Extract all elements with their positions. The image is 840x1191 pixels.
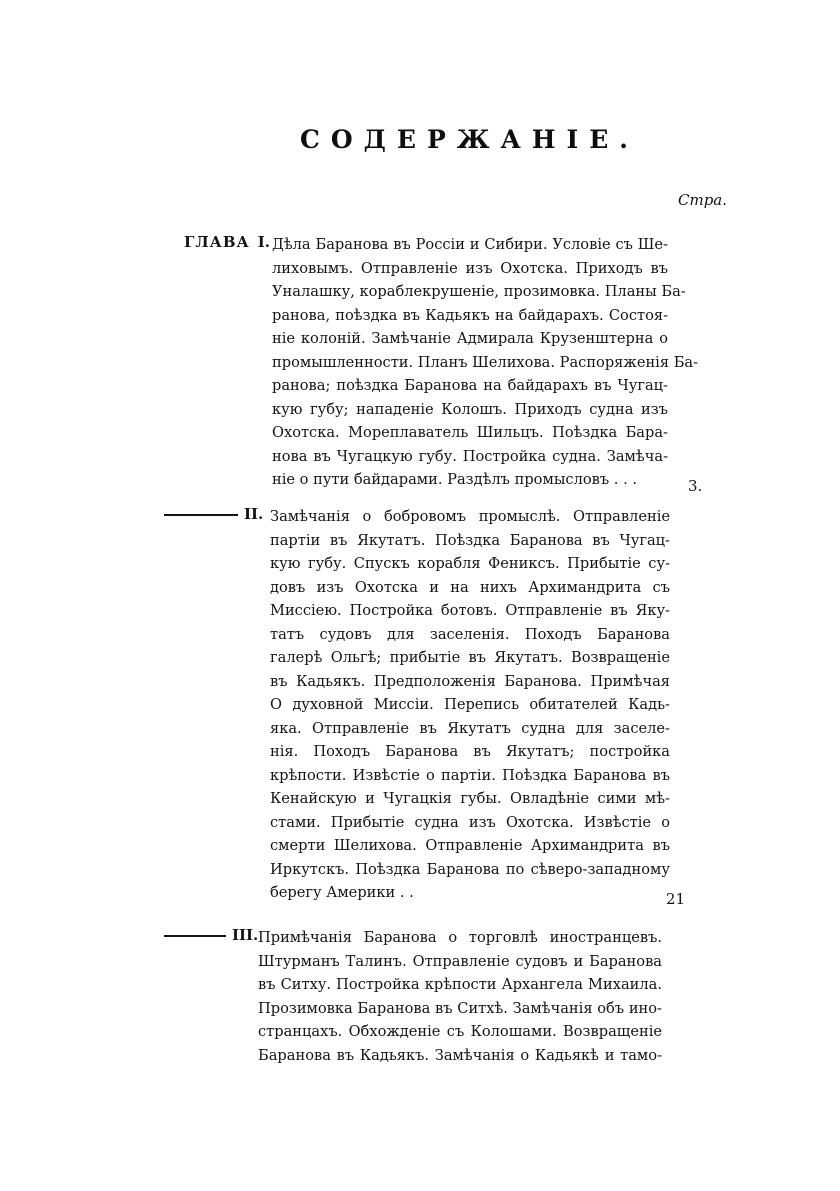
chapter-numeral: III.: [232, 926, 259, 944]
summary-line: Миссіею. Постройка ботовъ. Отправленіе въ Яку-: [270, 602, 670, 619]
summary-line: въ Кадьякъ. Предположенія Баранова. Примѣчая: [270, 672, 670, 690]
chapter-numeral: I.: [257, 233, 270, 251]
page-title: СОДЕРЖАНІЕ.: [300, 125, 639, 154]
summary-line: странцахъ. Обхожденіе съ Колошами. Возвращеніе: [258, 1023, 662, 1040]
summary-line: партіи въ Якутатъ. Поѣздка Баранова въ Чугац-: [270, 531, 670, 549]
chapter-numeral: II.: [244, 505, 264, 523]
page-number: 3.: [688, 477, 703, 495]
summary-line: Дѣла Баранова въ Россіи и Сибири. Условіе съ Ше-: [272, 236, 668, 253]
chapter-summary: [270, 505, 670, 905]
summary-line: Уналашку, кораблекрушеніе, прозимовка. Планы Ба-: [272, 283, 686, 300]
chapter-label: [164, 505, 263, 523]
summary-line: Баранова въ Кадьякъ. Замѣчанія о Кадьякѣ и тамо-: [258, 1046, 662, 1064]
page-column-label: Стра.: [678, 191, 728, 209]
summary-line: нія. Походъ Баранова въ Якутатъ; постройка: [270, 743, 670, 760]
summary-line: кую губу; нападеніе Колошъ. Приходъ судна изъ: [272, 400, 668, 418]
summary-line: стами. Прибытіе судна изъ Охотска. Извѣстіе о: [270, 813, 670, 831]
summary-line: Прозимовка Баранова въ Ситхѣ. Замѣчанія объ ино-: [258, 999, 662, 1017]
chapter-label: [164, 926, 258, 944]
chapter-label: [184, 233, 270, 251]
page-number: 21: [666, 890, 686, 908]
summary-line: Кенайскую и Чугацкія губы. Овладѣніе сими мѣ-: [270, 790, 670, 807]
summary-line: нова въ Чугацкую губу. Постройка судна. Замѣча-: [272, 447, 668, 465]
summary-line: промышленности. Планъ Шелихова. Распоряженія Ба-: [272, 353, 699, 371]
summary-line: ніе о пути байдарами. Раздѣлъ промысловъ . . .: [272, 471, 637, 488]
summary-line: ранова; поѣздка Баранова на байдарахъ въ Чугац-: [272, 377, 668, 394]
summary-line: Замѣчанія о бобровомъ промыслѣ. Отправленіе: [270, 508, 670, 525]
summary-line: О духовной Миссіи. Перепись обитателей Кадь-: [270, 696, 670, 713]
summary-line: яка. Отправленіе въ Якутатъ судна для заселе-: [270, 719, 670, 737]
summary-line: Штурманъ Талинъ. Отправленіе судовъ и Баранова: [258, 952, 662, 970]
dash-rule: [164, 514, 238, 516]
summary-line: галерѣ Ольгѣ; прибытіе въ Якутатъ. Возвращеніе: [270, 649, 670, 666]
summary-line: Примѣчанія Баранова о торговлѣ иностранцевъ.: [258, 929, 662, 946]
summary-line: въ Ситху. Постройка крѣпости Архангела Михаила.: [258, 976, 662, 993]
summary-line: кую губу. Спускъ корабля Фениксъ. Прибытіе су-: [270, 555, 670, 572]
summary-line: берегу Америки . .: [270, 884, 414, 901]
summary-line: Охотска. Мореплаватель Шильцъ. Поѣздка Бара-: [272, 424, 668, 441]
chapter-summary: [272, 233, 699, 492]
summary-line: смерти Шелихова. Отправленіе Архимандрита въ: [270, 837, 670, 854]
summary-line: Иркутскъ. Поѣздка Баранова по сѣверо-западному: [270, 860, 670, 878]
summary-line: лиховымъ. Отправленіе изъ Охотска. Приходъ въ: [272, 259, 668, 277]
summary-line: татъ судовъ для заселенія. Походъ Баранова: [270, 625, 670, 643]
summary-line: довъ изъ Охотска и на нихъ Архимандрита съ: [270, 578, 670, 596]
summary-line: ранова, поѣздка въ Кадьякъ на байдарахъ. Состоя-: [272, 306, 668, 324]
chapter-summary: [258, 926, 662, 1067]
summary-line: крѣпости. Извѣстіе о партіи. Поѣздка Баранова въ: [270, 766, 670, 784]
summary-line: ніе колоній. Замѣчаніе Адмирала Крузенштерна о: [272, 330, 668, 347]
dash-rule: [164, 935, 226, 937]
chapter-word: ГЛАВА: [184, 233, 250, 251]
